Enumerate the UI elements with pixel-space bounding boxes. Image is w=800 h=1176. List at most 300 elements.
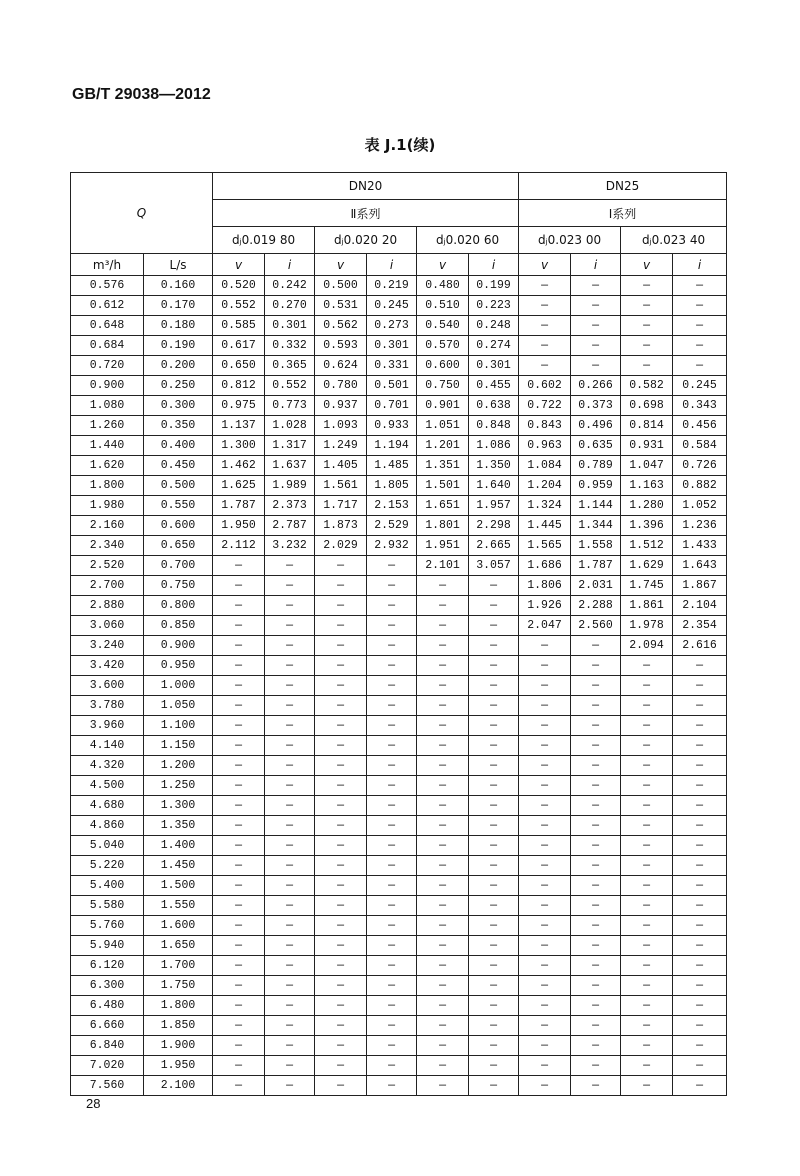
- table-cell: —: [571, 696, 621, 716]
- table-cell: —: [621, 756, 673, 776]
- table-cell: 1.350: [144, 816, 213, 836]
- table-cell: —: [621, 296, 673, 316]
- table-cell: —: [469, 576, 519, 596]
- table-cell: 1.194: [367, 436, 417, 456]
- table-cell: —: [417, 996, 469, 1016]
- table-cell: —: [469, 1016, 519, 1036]
- table-cell: —: [673, 976, 727, 996]
- table-cell: 0.501: [367, 376, 417, 396]
- table-cell: —: [213, 956, 265, 976]
- series-header: Ⅱ系列: [213, 200, 519, 227]
- table-row: [71, 756, 727, 776]
- table-cell: —: [673, 1016, 727, 1036]
- table-row: [71, 416, 727, 436]
- table-cell: 1.686: [519, 556, 571, 576]
- table-cell: —: [265, 656, 315, 676]
- table-cell: 1.150: [144, 736, 213, 756]
- table-cell: 1.643: [673, 556, 727, 576]
- table-cell: 2.112: [213, 536, 265, 556]
- gradient-header: i: [571, 254, 621, 276]
- table-cell: —: [315, 976, 367, 996]
- table-cell: —: [469, 716, 519, 736]
- table-cell: —: [213, 596, 265, 616]
- table-cell: 2.700: [71, 576, 144, 596]
- table-row: [71, 1016, 727, 1036]
- table-cell: —: [673, 676, 727, 696]
- table-cell: —: [571, 1036, 621, 1056]
- diameter-header: dⱼ0.020 60: [417, 227, 519, 254]
- table-row: [71, 636, 727, 656]
- table-row: [71, 516, 727, 536]
- table-cell: —: [469, 996, 519, 1016]
- table-cell: —: [571, 916, 621, 936]
- table-cell: 0.500: [315, 276, 367, 296]
- table-cell: 0.963: [519, 436, 571, 456]
- table-cell: —: [367, 876, 417, 896]
- table-cell: 1.787: [571, 556, 621, 576]
- table-cell: —: [571, 996, 621, 1016]
- table-cell: 0.350: [144, 416, 213, 436]
- table-cell: —: [621, 276, 673, 296]
- table-cell: —: [367, 996, 417, 1016]
- table-cell: —: [519, 1056, 571, 1076]
- table-cell: —: [621, 356, 673, 376]
- table-cell: 3.780: [71, 696, 144, 716]
- table-row: [71, 596, 727, 616]
- table-cell: 1.344: [571, 516, 621, 536]
- table-cell: 1.080: [71, 396, 144, 416]
- table-cell: —: [315, 596, 367, 616]
- table-cell: —: [519, 836, 571, 856]
- table-cell: —: [315, 716, 367, 736]
- table-cell: —: [673, 276, 727, 296]
- table-cell: 1.200: [144, 756, 213, 776]
- table-cell: 1.620: [71, 456, 144, 476]
- table-row: [71, 716, 727, 736]
- table-cell: 1.561: [315, 476, 367, 496]
- table-cell: 1.750: [144, 976, 213, 996]
- table-cell: —: [519, 276, 571, 296]
- table-cell: —: [367, 896, 417, 916]
- table-cell: 1.204: [519, 476, 571, 496]
- diameter-header: dⱼ0.019 80: [213, 227, 315, 254]
- table-cell: —: [367, 1076, 417, 1096]
- table-cell: —: [621, 976, 673, 996]
- table-row: [71, 1076, 727, 1096]
- table-cell: —: [315, 836, 367, 856]
- table-cell: 0.331: [367, 356, 417, 376]
- gradient-header: i: [469, 254, 519, 276]
- table-cell: —: [213, 996, 265, 1016]
- table-cell: 0.600: [417, 356, 469, 376]
- table-cell: —: [673, 796, 727, 816]
- table-cell: 0.455: [469, 376, 519, 396]
- table-row: [71, 916, 727, 936]
- table-cell: —: [315, 796, 367, 816]
- table-cell: 2.932: [367, 536, 417, 556]
- table-cell: —: [673, 356, 727, 376]
- table-cell: —: [265, 916, 315, 936]
- table-cell: —: [367, 796, 417, 816]
- table-cell: —: [417, 1016, 469, 1036]
- table-cell: 1.249: [315, 436, 367, 456]
- table-cell: —: [571, 816, 621, 836]
- table-cell: —: [265, 1056, 315, 1076]
- table-cell: 0.975: [213, 396, 265, 416]
- table-cell: 1.163: [621, 476, 673, 496]
- table-title: 表 J.1(续): [364, 136, 436, 154]
- table-row: [71, 536, 727, 556]
- table-cell: 2.153: [367, 496, 417, 516]
- table-cell: 0.245: [673, 376, 727, 396]
- table-cell: —: [519, 356, 571, 376]
- table-cell: —: [367, 716, 417, 736]
- table-body: [71, 276, 727, 1096]
- table-row: [71, 356, 727, 376]
- table-cell: 1.462: [213, 456, 265, 476]
- table-cell: —: [315, 876, 367, 896]
- table-cell: 3.420: [71, 656, 144, 676]
- table-cell: —: [213, 1016, 265, 1036]
- table-cell: —: [417, 816, 469, 836]
- table-cell: —: [213, 576, 265, 596]
- table-cell: 3.960: [71, 716, 144, 736]
- table-cell: 1.100: [144, 716, 213, 736]
- table-row: [71, 956, 727, 976]
- table-row: [71, 736, 727, 756]
- table-cell: —: [673, 716, 727, 736]
- table-cell: 1.201: [417, 436, 469, 456]
- table-row: [71, 296, 727, 316]
- table-cell: —: [621, 876, 673, 896]
- table-row: [71, 396, 727, 416]
- table-cell: —: [417, 1076, 469, 1096]
- table-cell: 1.445: [519, 516, 571, 536]
- table-cell: —: [673, 696, 727, 716]
- table-cell: 0.848: [469, 416, 519, 436]
- table-cell: —: [417, 636, 469, 656]
- table-cell: 1.700: [144, 956, 213, 976]
- gradient-header: i: [673, 254, 727, 276]
- table-cell: 1.989: [265, 476, 315, 496]
- table-row: [71, 996, 727, 1016]
- table-cell: —: [469, 896, 519, 916]
- table-cell: —: [469, 916, 519, 936]
- table-cell: —: [315, 1016, 367, 1036]
- table-cell: 5.580: [71, 896, 144, 916]
- table-cell: —: [417, 916, 469, 936]
- table-cell: 0.500: [144, 476, 213, 496]
- table-cell: —: [367, 976, 417, 996]
- table-row: [71, 1056, 727, 1076]
- table-cell: 2.529: [367, 516, 417, 536]
- table-cell: —: [417, 876, 469, 896]
- table-cell: —: [519, 336, 571, 356]
- table-cell: —: [367, 856, 417, 876]
- table-cell: —: [673, 936, 727, 956]
- table-cell: —: [621, 996, 673, 1016]
- velocity-header: v: [315, 254, 367, 276]
- table-cell: 5.940: [71, 936, 144, 956]
- table-cell: 0.789: [571, 456, 621, 476]
- table-cell: 1.500: [144, 876, 213, 896]
- table-cell: —: [265, 876, 315, 896]
- table-cell: —: [469, 696, 519, 716]
- diameter-header: dⱼ0.020 20: [315, 227, 417, 254]
- table-cell: 2.373: [265, 496, 315, 516]
- table-cell: 1.086: [469, 436, 519, 456]
- table-row: [71, 336, 727, 356]
- table-row: [71, 436, 727, 456]
- table-cell: 0.650: [144, 536, 213, 556]
- flow-table: [70, 172, 727, 1096]
- table-cell: 0.850: [144, 616, 213, 636]
- table-cell: —: [367, 1056, 417, 1076]
- table-cell: —: [213, 816, 265, 836]
- table-cell: —: [265, 996, 315, 1016]
- table-cell: 0.900: [144, 636, 213, 656]
- table-cell: —: [469, 616, 519, 636]
- table-cell: —: [417, 756, 469, 776]
- table-cell: —: [571, 756, 621, 776]
- table-cell: —: [417, 856, 469, 876]
- table-cell: 0.722: [519, 396, 571, 416]
- velocity-header: v: [213, 254, 265, 276]
- table-cell: 1.625: [213, 476, 265, 496]
- table-cell: 1.501: [417, 476, 469, 496]
- table-cell: 0.242: [265, 276, 315, 296]
- table-cell: —: [571, 796, 621, 816]
- table-cell: 0.931: [621, 436, 673, 456]
- table-cell: —: [571, 936, 621, 956]
- table-cell: —: [673, 1076, 727, 1096]
- diameter-header: dⱼ0.023 00: [519, 227, 621, 254]
- table-cell: —: [519, 976, 571, 996]
- table-cell: —: [621, 816, 673, 836]
- table-cell: 0.274: [469, 336, 519, 356]
- table-cell: 1.047: [621, 456, 673, 476]
- table-cell: 0.582: [621, 376, 673, 396]
- table-cell: 0.585: [213, 316, 265, 336]
- table-cell: 1.951: [417, 536, 469, 556]
- table-cell: —: [519, 816, 571, 836]
- table-cell: —: [571, 896, 621, 916]
- table-cell: 1.806: [519, 576, 571, 596]
- table-cell: —: [213, 936, 265, 956]
- table-cell: —: [519, 916, 571, 936]
- table-row: [71, 1036, 727, 1056]
- table-cell: 0.343: [673, 396, 727, 416]
- table-cell: 0.800: [144, 596, 213, 616]
- table-cell: 2.560: [571, 616, 621, 636]
- table-cell: 1.651: [417, 496, 469, 516]
- table-cell: 1.640: [469, 476, 519, 496]
- table-cell: —: [571, 316, 621, 336]
- table-cell: 1.000: [144, 676, 213, 696]
- table-row: [71, 576, 727, 596]
- table-cell: —: [213, 676, 265, 696]
- table-cell: 1.450: [144, 856, 213, 876]
- table-cell: —: [367, 596, 417, 616]
- table-cell: —: [367, 1016, 417, 1036]
- table-cell: —: [571, 776, 621, 796]
- table-cell: 0.300: [144, 396, 213, 416]
- table-cell: —: [519, 736, 571, 756]
- table-cell: 6.480: [71, 996, 144, 1016]
- table-cell: 2.880: [71, 596, 144, 616]
- table-cell: 1.440: [71, 436, 144, 456]
- table-cell: —: [265, 796, 315, 816]
- table-cell: —: [417, 796, 469, 816]
- table-row: [71, 876, 727, 896]
- table-cell: 4.320: [71, 756, 144, 776]
- table-cell: —: [367, 656, 417, 676]
- table-cell: —: [213, 836, 265, 856]
- table-cell: 6.840: [71, 1036, 144, 1056]
- table-cell: —: [315, 896, 367, 916]
- table-cell: 0.576: [71, 276, 144, 296]
- table-cell: 0.812: [213, 376, 265, 396]
- table-cell: —: [519, 936, 571, 956]
- table-cell: 0.937: [315, 396, 367, 416]
- table-cell: —: [519, 1016, 571, 1036]
- table-row: [71, 376, 727, 396]
- velocity-header: v: [519, 254, 571, 276]
- table-cell: —: [519, 1036, 571, 1056]
- table-cell: —: [265, 676, 315, 696]
- table-cell: —: [469, 656, 519, 676]
- table-cell: 1.317: [265, 436, 315, 456]
- table-cell: 6.120: [71, 956, 144, 976]
- table-cell: 1.550: [144, 896, 213, 916]
- table-cell: 1.433: [673, 536, 727, 556]
- table-cell: —: [621, 1056, 673, 1076]
- table-cell: —: [367, 916, 417, 936]
- gradient-header: i: [367, 254, 417, 276]
- table-cell: 0.635: [571, 436, 621, 456]
- table-cell: —: [673, 336, 727, 356]
- table-cell: 1.801: [417, 516, 469, 536]
- table-cell: —: [571, 336, 621, 356]
- table-cell: 6.300: [71, 976, 144, 996]
- table-cell: —: [417, 596, 469, 616]
- table-cell: 0.301: [367, 336, 417, 356]
- table-cell: —: [417, 836, 469, 856]
- table-cell: —: [315, 636, 367, 656]
- table-cell: —: [673, 896, 727, 916]
- table-cell: 1.717: [315, 496, 367, 516]
- table-row: [71, 496, 727, 516]
- table-cell: —: [621, 796, 673, 816]
- table-cell: 6.660: [71, 1016, 144, 1036]
- table-cell: —: [519, 316, 571, 336]
- table-cell: —: [265, 616, 315, 636]
- table-cell: —: [417, 656, 469, 676]
- table-cell: 1.512: [621, 536, 673, 556]
- unit-header: m³/h: [71, 254, 144, 276]
- table-cell: 1.600: [144, 916, 213, 936]
- table-cell: 7.020: [71, 1056, 144, 1076]
- table-cell: —: [315, 616, 367, 636]
- table-cell: —: [265, 776, 315, 796]
- table-cell: 0.638: [469, 396, 519, 416]
- table-cell: —: [621, 836, 673, 856]
- diameter-header: dⱼ0.023 40: [621, 227, 727, 254]
- table-cell: —: [571, 876, 621, 896]
- table-cell: —: [469, 816, 519, 836]
- table-row: [71, 316, 727, 336]
- table-cell: 0.959: [571, 476, 621, 496]
- table-cell: —: [213, 656, 265, 676]
- table-cell: —: [315, 1056, 367, 1076]
- table-cell: —: [367, 556, 417, 576]
- table-cell: 1.800: [144, 996, 213, 1016]
- table-cell: 0.584: [673, 436, 727, 456]
- table-row: [71, 856, 727, 876]
- table-cell: —: [315, 916, 367, 936]
- table-cell: —: [315, 996, 367, 1016]
- table-cell: 1.978: [621, 616, 673, 636]
- table-row: [71, 776, 727, 796]
- table-cell: 2.616: [673, 636, 727, 656]
- table-cell: —: [265, 1076, 315, 1096]
- table-cell: 0.266: [571, 376, 621, 396]
- velocity-header: v: [621, 254, 673, 276]
- page-number: 28: [86, 1096, 101, 1111]
- table-cell: —: [265, 576, 315, 596]
- table-cell: —: [213, 1076, 265, 1096]
- table-cell: —: [367, 576, 417, 596]
- table-cell: —: [673, 916, 727, 936]
- table-cell: 0.400: [144, 436, 213, 456]
- series-header: Ⅰ系列: [519, 200, 727, 227]
- table-cell: —: [213, 756, 265, 776]
- table-cell: 0.648: [71, 316, 144, 336]
- table-cell: —: [367, 836, 417, 856]
- table-cell: —: [519, 716, 571, 736]
- table-cell: 0.550: [144, 496, 213, 516]
- table-cell: 0.456: [673, 416, 727, 436]
- table-cell: —: [519, 756, 571, 776]
- table-cell: 1.926: [519, 596, 571, 616]
- table-cell: —: [417, 676, 469, 696]
- table-cell: —: [213, 796, 265, 816]
- table-cell: —: [571, 1076, 621, 1096]
- table-cell: 1.144: [571, 496, 621, 516]
- table-cell: —: [621, 696, 673, 716]
- table-cell: 0.726: [673, 456, 727, 476]
- table-cell: —: [673, 836, 727, 856]
- table-cell: —: [621, 316, 673, 336]
- table-cell: 3.240: [71, 636, 144, 656]
- table-cell: 0.552: [265, 376, 315, 396]
- table-row: [71, 816, 727, 836]
- table-cell: 4.500: [71, 776, 144, 796]
- table-cell: 0.245: [367, 296, 417, 316]
- table-cell: —: [469, 856, 519, 876]
- table-cell: 1.050: [144, 696, 213, 716]
- table-row: [71, 676, 727, 696]
- table-cell: —: [621, 896, 673, 916]
- table-cell: 0.612: [71, 296, 144, 316]
- table-cell: —: [265, 836, 315, 856]
- table-cell: —: [519, 696, 571, 716]
- table-row: [71, 836, 727, 856]
- table-row: [71, 616, 727, 636]
- gradient-header: i: [265, 254, 315, 276]
- table-cell: —: [519, 876, 571, 896]
- table-cell: —: [519, 776, 571, 796]
